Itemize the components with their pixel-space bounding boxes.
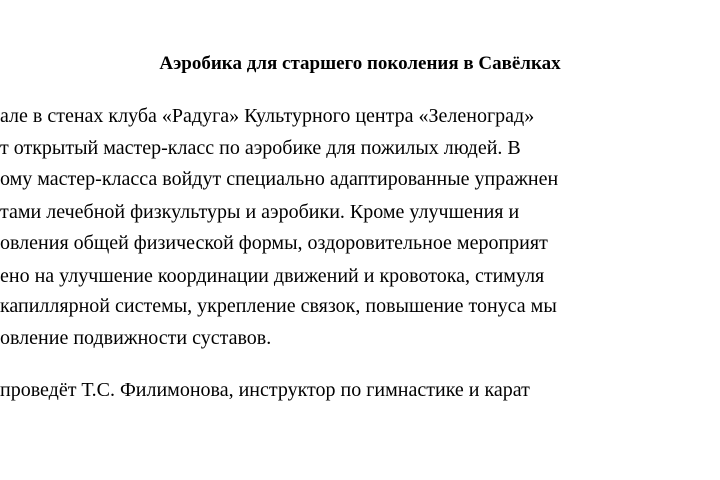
- paragraph-1-line-5: овления общей физической формы, оздоровительное мероприят: [0, 232, 548, 254]
- paragraph-1-line-1: але в стенах клуба «Радуга» Культурного центра «Зеленоград»: [0, 105, 535, 127]
- paragraph-1-line-8: овление подвижности суставов.: [0, 327, 272, 349]
- paragraph-1-line-7: капиллярной системы, укрепление связок, повышение тонуса мы: [0, 295, 557, 317]
- paragraph-1-line-6: ено на улучшение координации движений и кровотока, стимуля: [0, 265, 545, 287]
- paragraph-1-line-3: ому мастер-класса войдут специально адаптированные упражнен: [0, 168, 559, 190]
- paragraph-1-line-2: т открытый мастер-класс по аэробике для пожилых людей. В: [0, 137, 521, 159]
- document-title: Аэробика для старшего поколения в Савёлках: [159, 53, 561, 74]
- paragraph-2-line-1: проведёт Т.С. Филимонова, инструктор по гимнастике и карат: [0, 379, 530, 401]
- paragraph-1-line-4: тами лечебной физкультуры и аэробики. Кроме улучшения и: [0, 201, 520, 223]
